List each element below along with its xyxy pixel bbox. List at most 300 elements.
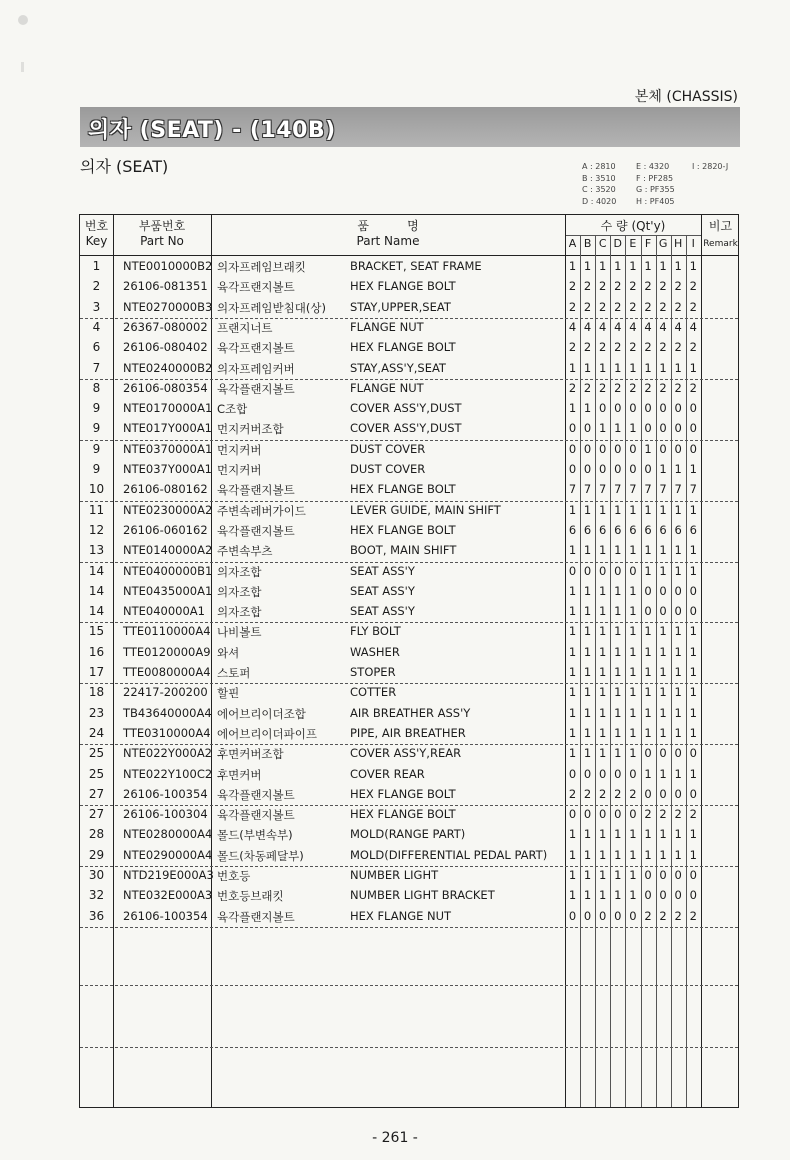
table-row — [80, 645, 740, 665]
row-part-name: HEX FLANGE BOLT — [350, 482, 456, 497]
table-row — [80, 624, 740, 644]
row-qty: 2 — [689, 299, 697, 314]
row-qty: 1 — [568, 705, 577, 720]
row-part-name: NUMBER LIGHT — [350, 868, 439, 882]
table-row — [80, 746, 740, 766]
row-qty: 2 — [689, 279, 697, 294]
row-qty: 2 — [583, 279, 592, 294]
row-part-name: COVER ASS'Y,DUST — [350, 421, 462, 436]
table-row — [80, 564, 740, 584]
row-qty: 1 — [674, 543, 682, 558]
row-qty: 1 — [674, 563, 682, 578]
row-key: 2 — [92, 279, 101, 294]
row-qty: 2 — [644, 279, 652, 294]
row-qty: 1 — [568, 665, 577, 679]
row-qty: 2 — [614, 299, 622, 314]
table-row — [80, 685, 740, 705]
row-group-separator — [80, 1047, 738, 1048]
row-qty: 1 — [659, 665, 667, 679]
row-part-name: COTTER — [350, 685, 397, 700]
row-qty: 0 — [659, 868, 667, 882]
row-qty: 1 — [599, 604, 607, 619]
table-row — [80, 807, 740, 827]
legend-item: A : 2810 — [582, 162, 616, 171]
row-qty: 7 — [583, 482, 592, 497]
row-group-separator — [80, 440, 738, 441]
row-qty: 7 — [644, 482, 652, 497]
row-qty: 0 — [599, 401, 607, 416]
row-part-number: TTE0080000A4 — [123, 665, 211, 679]
page-number: - 261 - — [372, 1130, 418, 1146]
row-qty: 1 — [629, 360, 637, 375]
row-part-number: 22417-200200 — [123, 685, 208, 700]
row-qty: 1 — [674, 462, 682, 476]
row-qty: 1 — [583, 624, 592, 639]
row-qty: 1 — [583, 685, 592, 700]
row-qty: 2 — [614, 786, 622, 801]
row-qty: 2 — [689, 908, 697, 923]
row-group-separator — [80, 805, 738, 806]
row-qty: 1 — [583, 401, 592, 416]
row-qty: 0 — [644, 583, 652, 598]
model-legend-col3 — [692, 161, 728, 173]
row-qty: 0 — [629, 462, 637, 476]
row-korean-name: 육각플랜지볼트 — [217, 483, 295, 498]
row-part-number: NTE0435000A1 — [123, 583, 213, 598]
row-qty: 2 — [659, 908, 667, 923]
row-key: 25 — [88, 766, 105, 781]
row-qty: 4 — [659, 319, 667, 334]
row-qty: 1 — [629, 725, 637, 740]
row-qty: 0 — [583, 441, 592, 456]
row-part-number: NTE017Y000A1 — [123, 421, 213, 436]
row-qty: 1 — [689, 665, 697, 679]
table-row — [80, 442, 740, 462]
row-qty: 4 — [674, 319, 682, 334]
row-part-name: FLY BOLT — [350, 624, 401, 639]
row-qty: 0 — [614, 462, 622, 476]
row-qty: 1 — [659, 725, 667, 740]
row-qty: 1 — [644, 665, 652, 679]
row-qty: 0 — [583, 563, 592, 578]
row-qty: 2 — [644, 807, 652, 822]
table-row — [80, 767, 740, 787]
table-row — [80, 482, 740, 502]
row-qty: 2 — [674, 908, 682, 923]
row-qty: 1 — [583, 583, 592, 598]
row-part-number: NTE0400000B1 — [123, 563, 213, 578]
row-qty: 2 — [629, 279, 637, 294]
row-qty: 0 — [583, 807, 592, 822]
row-qty: 2 — [583, 299, 592, 314]
row-qty: 4 — [644, 319, 652, 334]
table-row — [80, 421, 740, 441]
row-part-number: NTE022Y000A2 — [123, 746, 213, 761]
model-legend-col1 — [582, 161, 616, 207]
row-part-number: 26106-060162 — [123, 522, 208, 537]
row-qty: 1 — [583, 847, 592, 862]
row-korean-name: 몰드(차동페달부) — [217, 848, 304, 863]
table-row — [80, 909, 740, 929]
row-qty: 6 — [644, 522, 652, 537]
row-qty: 0 — [644, 401, 652, 416]
row-qty: 2 — [689, 380, 697, 395]
row-part-name: HEX FLANGE BOLT — [350, 340, 456, 355]
row-qty: 1 — [629, 827, 637, 842]
row-qty: 6 — [659, 522, 667, 537]
qty-column-header: D — [613, 237, 623, 250]
row-korean-name: C조합 — [217, 402, 248, 417]
row-qty: 2 — [599, 279, 607, 294]
table-row — [80, 401, 740, 421]
row-qty: 1 — [599, 360, 607, 375]
row-qty: 2 — [599, 340, 607, 355]
row-key: 25 — [88, 746, 105, 761]
row-qty: 1 — [659, 543, 667, 558]
row-group-separator — [80, 379, 738, 380]
table-row — [80, 888, 740, 908]
row-qty: 0 — [689, 583, 697, 598]
row-key: 9 — [92, 401, 101, 416]
row-korean-name: 의자프레임브래킷 — [217, 260, 306, 274]
table-row — [80, 320, 740, 340]
row-qty: 1 — [583, 644, 592, 659]
row-part-number: TTE0120000A9 — [123, 644, 211, 659]
row-qty: 1 — [689, 543, 697, 558]
row-qty: 1 — [614, 847, 622, 862]
row-key: 14 — [88, 604, 105, 619]
table-row — [80, 361, 740, 381]
row-part-number: NTE0140000A2 — [123, 543, 213, 558]
row-qty: 1 — [614, 685, 622, 700]
banner-title: 의자 (SEAT) - (140B) — [88, 118, 336, 143]
row-qty: 1 — [568, 583, 577, 598]
row-qty: 1 — [629, 868, 637, 882]
row-part-name: FLANGE NUT — [350, 319, 424, 334]
row-qty: 2 — [599, 380, 607, 395]
row-qty: 0 — [583, 462, 592, 476]
row-key: 36 — [88, 908, 105, 923]
row-qty: 1 — [644, 766, 652, 781]
row-qty: 1 — [614, 888, 622, 903]
row-qty: 1 — [659, 259, 667, 273]
row-qty: 1 — [689, 502, 697, 517]
row-qty: 1 — [614, 827, 622, 842]
row-qty: 6 — [583, 522, 592, 537]
row-qty: 0 — [659, 421, 667, 436]
row-qty: 7 — [614, 482, 622, 497]
row-qty: 0 — [674, 604, 682, 619]
row-part-name: SEAT ASS'Y — [350, 604, 415, 619]
row-korean-name: 육각플랜지볼트 — [217, 381, 295, 396]
row-key: 18 — [88, 685, 105, 700]
parts-table — [79, 214, 739, 1108]
row-qty: 1 — [629, 888, 637, 903]
row-qty: 0 — [629, 766, 637, 781]
row-qty: 0 — [674, 583, 682, 598]
row-qty: 0 — [644, 786, 652, 801]
row-group-separator — [80, 927, 738, 928]
row-qty: 0 — [629, 441, 637, 456]
row-qty: 1 — [629, 644, 637, 659]
header-key-en: Key — [85, 234, 108, 248]
row-qty: 1 — [614, 259, 622, 273]
table-row — [80, 340, 740, 360]
row-korean-name: 육각플랜지볼트 — [217, 808, 295, 823]
row-qty: 1 — [599, 827, 607, 842]
row-qty: 1 — [614, 725, 622, 740]
row-qty: 1 — [644, 441, 652, 456]
row-part-number: NTE0290000A4 — [123, 847, 213, 862]
row-qty: 1 — [614, 502, 622, 517]
row-qty: 2 — [659, 340, 667, 355]
page-subtitle: 의자 (SEAT) — [80, 157, 169, 176]
row-qty: 1 — [568, 725, 577, 740]
row-qty: 2 — [674, 807, 682, 822]
row-key: 14 — [88, 563, 105, 578]
row-part-name: STOPER — [350, 665, 396, 679]
row-qty: 1 — [614, 644, 622, 659]
table-row — [80, 584, 740, 604]
row-qty: 0 — [614, 908, 622, 923]
row-qty: 0 — [659, 746, 667, 761]
row-qty: 0 — [568, 421, 577, 436]
row-qty: 1 — [583, 705, 592, 720]
row-part-name: FLANGE NUT — [350, 380, 424, 395]
row-key: 12 — [88, 522, 105, 537]
row-qty: 1 — [583, 604, 592, 619]
row-qty: 2 — [614, 380, 622, 395]
row-qty: 1 — [629, 421, 637, 436]
header-key-kr: 번호 — [84, 219, 109, 233]
row-qty: 1 — [568, 746, 577, 761]
row-qty: 2 — [674, 299, 682, 314]
row-qty: 1 — [568, 624, 577, 639]
row-qty: 1 — [689, 563, 697, 578]
row-qty: 0 — [568, 441, 577, 456]
row-korean-name: 먼지커버 — [217, 463, 262, 477]
row-korean-name: 후면커버조합 — [217, 747, 284, 762]
row-key: 14 — [88, 583, 105, 598]
row-qty: 1 — [568, 401, 577, 416]
row-qty: 1 — [629, 259, 637, 273]
row-part-number: NTE040000A1 — [123, 604, 205, 619]
row-qty: 2 — [599, 786, 607, 801]
row-qty: 2 — [629, 380, 637, 395]
row-qty: 1 — [674, 502, 682, 517]
row-part-number: 26106-100354 — [123, 786, 208, 801]
row-part-number: 26367-080002 — [123, 319, 208, 334]
row-korean-name: 육각플랜지볼트 — [217, 787, 295, 802]
row-qty: 1 — [599, 665, 607, 679]
row-korean-name: 의자조합 — [217, 605, 262, 620]
row-part-name: SEAT ASS'Y — [350, 583, 415, 598]
legend-item: C : 3520 — [582, 185, 616, 194]
row-qty: 1 — [659, 624, 667, 639]
row-qty: 1 — [568, 847, 577, 862]
row-qty: 0 — [689, 401, 697, 416]
row-qty: 2 — [629, 786, 637, 801]
row-qty: 1 — [583, 259, 592, 273]
row-qty: 2 — [568, 299, 577, 314]
row-qty: 2 — [583, 380, 592, 395]
row-qty: 0 — [659, 441, 667, 456]
row-part-name: DUST COVER — [350, 462, 426, 476]
row-qty: 1 — [659, 360, 667, 375]
row-qty: 1 — [568, 604, 577, 619]
row-qty: 2 — [659, 807, 667, 822]
table-row — [80, 665, 740, 685]
row-qty: 0 — [599, 807, 607, 822]
row-part-number: NTE0280000A4 — [123, 827, 213, 842]
row-qty: 1 — [629, 604, 637, 619]
row-part-number: NTE037Y000A1 — [123, 462, 213, 476]
row-qty: 1 — [689, 644, 697, 659]
row-qty: 1 — [659, 705, 667, 720]
qty-column-header: G — [658, 237, 668, 250]
row-qty: 1 — [674, 624, 682, 639]
row-qty: 1 — [674, 827, 682, 842]
row-qty: 4 — [599, 319, 607, 334]
row-qty: 1 — [599, 583, 607, 598]
row-qty: 1 — [674, 644, 682, 659]
row-qty: 6 — [629, 522, 637, 537]
row-qty: 1 — [689, 766, 697, 781]
row-part-number: NTE0010000B2 — [123, 259, 213, 273]
row-key: 16 — [88, 644, 105, 659]
row-qty: 0 — [659, 401, 667, 416]
row-qty: 0 — [568, 908, 577, 923]
row-qty: 1 — [583, 725, 592, 740]
row-qty: 1 — [674, 665, 682, 679]
row-part-number: 26106-100304 — [123, 807, 208, 822]
row-qty: 0 — [644, 888, 652, 903]
row-qty: 1 — [674, 360, 682, 375]
row-qty: 2 — [659, 299, 667, 314]
row-qty: 1 — [599, 543, 607, 558]
row-qty: 1 — [568, 644, 577, 659]
table-row — [80, 827, 740, 847]
row-qty: 0 — [674, 786, 682, 801]
row-qty: 0 — [644, 462, 652, 476]
row-qty: 1 — [689, 705, 697, 720]
row-qty: 1 — [599, 644, 607, 659]
row-key: 6 — [92, 340, 101, 355]
row-qty: 2 — [644, 340, 652, 355]
row-qty: 0 — [629, 807, 637, 822]
row-qty: 1 — [614, 543, 622, 558]
row-part-name: NUMBER LIGHT BRACKET — [350, 888, 495, 903]
row-qty: 6 — [599, 522, 607, 537]
row-qty: 2 — [614, 340, 622, 355]
row-qty: 1 — [644, 543, 652, 558]
row-qty: 1 — [568, 827, 577, 842]
row-key: 9 — [92, 421, 101, 436]
table-row — [80, 503, 740, 523]
row-qty: 1 — [583, 543, 592, 558]
row-qty: 1 — [599, 868, 607, 882]
row-qty: 1 — [659, 644, 667, 659]
row-qty: 4 — [568, 319, 577, 334]
model-legend-col2 — [636, 161, 675, 207]
row-qty: 0 — [689, 604, 697, 619]
row-qty: 2 — [629, 299, 637, 314]
row-korean-name: 할핀 — [217, 686, 240, 701]
row-qty: 1 — [644, 259, 652, 273]
row-qty: 0 — [674, 868, 682, 882]
legend-item: F : PF285 — [636, 173, 674, 183]
row-qty: 0 — [674, 401, 682, 416]
row-part-number: 26106-080354 — [123, 380, 208, 395]
section-label: 본체 (CHASSIS) — [634, 89, 738, 105]
row-qty: 0 — [689, 786, 697, 801]
row-qty: 1 — [599, 725, 607, 740]
row-qty: 1 — [644, 685, 652, 700]
row-qty: 1 — [599, 624, 607, 639]
row-key: 3 — [92, 299, 101, 314]
row-key: 7 — [92, 360, 101, 375]
row-qty: 1 — [689, 685, 697, 700]
row-qty: 1 — [568, 685, 577, 700]
row-korean-name: 번호등브래킷 — [217, 889, 284, 904]
row-qty: 1 — [674, 685, 682, 700]
row-qty: 6 — [689, 522, 697, 537]
row-key: 30 — [88, 868, 105, 882]
row-korean-name: 에어브리이더파이프 — [217, 726, 317, 741]
qty-column-header: I — [691, 237, 695, 250]
row-qty: 1 — [689, 827, 697, 842]
row-part-number: NTE022Y100C2 — [123, 766, 213, 781]
row-qty: 0 — [689, 746, 697, 761]
row-qty: 1 — [629, 665, 637, 679]
row-qty: 1 — [659, 766, 667, 781]
row-qty: 0 — [644, 421, 652, 436]
row-qty: 1 — [644, 827, 652, 842]
row-key: 27 — [88, 807, 105, 822]
row-key: 17 — [88, 665, 105, 679]
row-qty: 2 — [583, 340, 592, 355]
row-part-number: NTE0170000A1 — [123, 401, 213, 416]
row-korean-name: 육각플랜지볼트 — [217, 909, 295, 924]
row-qty: 2 — [644, 380, 652, 395]
row-qty: 1 — [599, 259, 607, 273]
row-qty: 0 — [689, 441, 697, 456]
row-qty: 0 — [614, 401, 622, 416]
row-qty: 1 — [644, 502, 652, 517]
row-qty: 1 — [583, 868, 592, 882]
header-qty: 수 량 (Qt'y) — [600, 219, 666, 233]
row-qty: 1 — [568, 502, 577, 517]
row-korean-name: 주변속레버가이드 — [217, 503, 306, 518]
row-qty: 1 — [614, 705, 622, 720]
row-qty: 7 — [674, 482, 682, 497]
header-divider — [80, 255, 738, 256]
row-qty: 1 — [644, 644, 652, 659]
header-remark-kr: 비고 — [708, 219, 733, 233]
row-part-name: MOLD(DIFFERENTIAL PEDAL PART) — [350, 847, 548, 862]
row-qty: 1 — [674, 725, 682, 740]
row-qty: 0 — [659, 604, 667, 619]
row-part-number: TTE0310000A4 — [123, 725, 211, 740]
row-qty: 2 — [659, 279, 667, 294]
row-qty: 2 — [659, 380, 667, 395]
qty-column-header: A — [568, 237, 577, 250]
row-qty: 1 — [629, 624, 637, 639]
row-qty: 1 — [599, 502, 607, 517]
row-qty: 1 — [689, 360, 697, 375]
row-part-number: TTE0110000A4 — [123, 624, 211, 639]
table-row — [80, 604, 740, 624]
